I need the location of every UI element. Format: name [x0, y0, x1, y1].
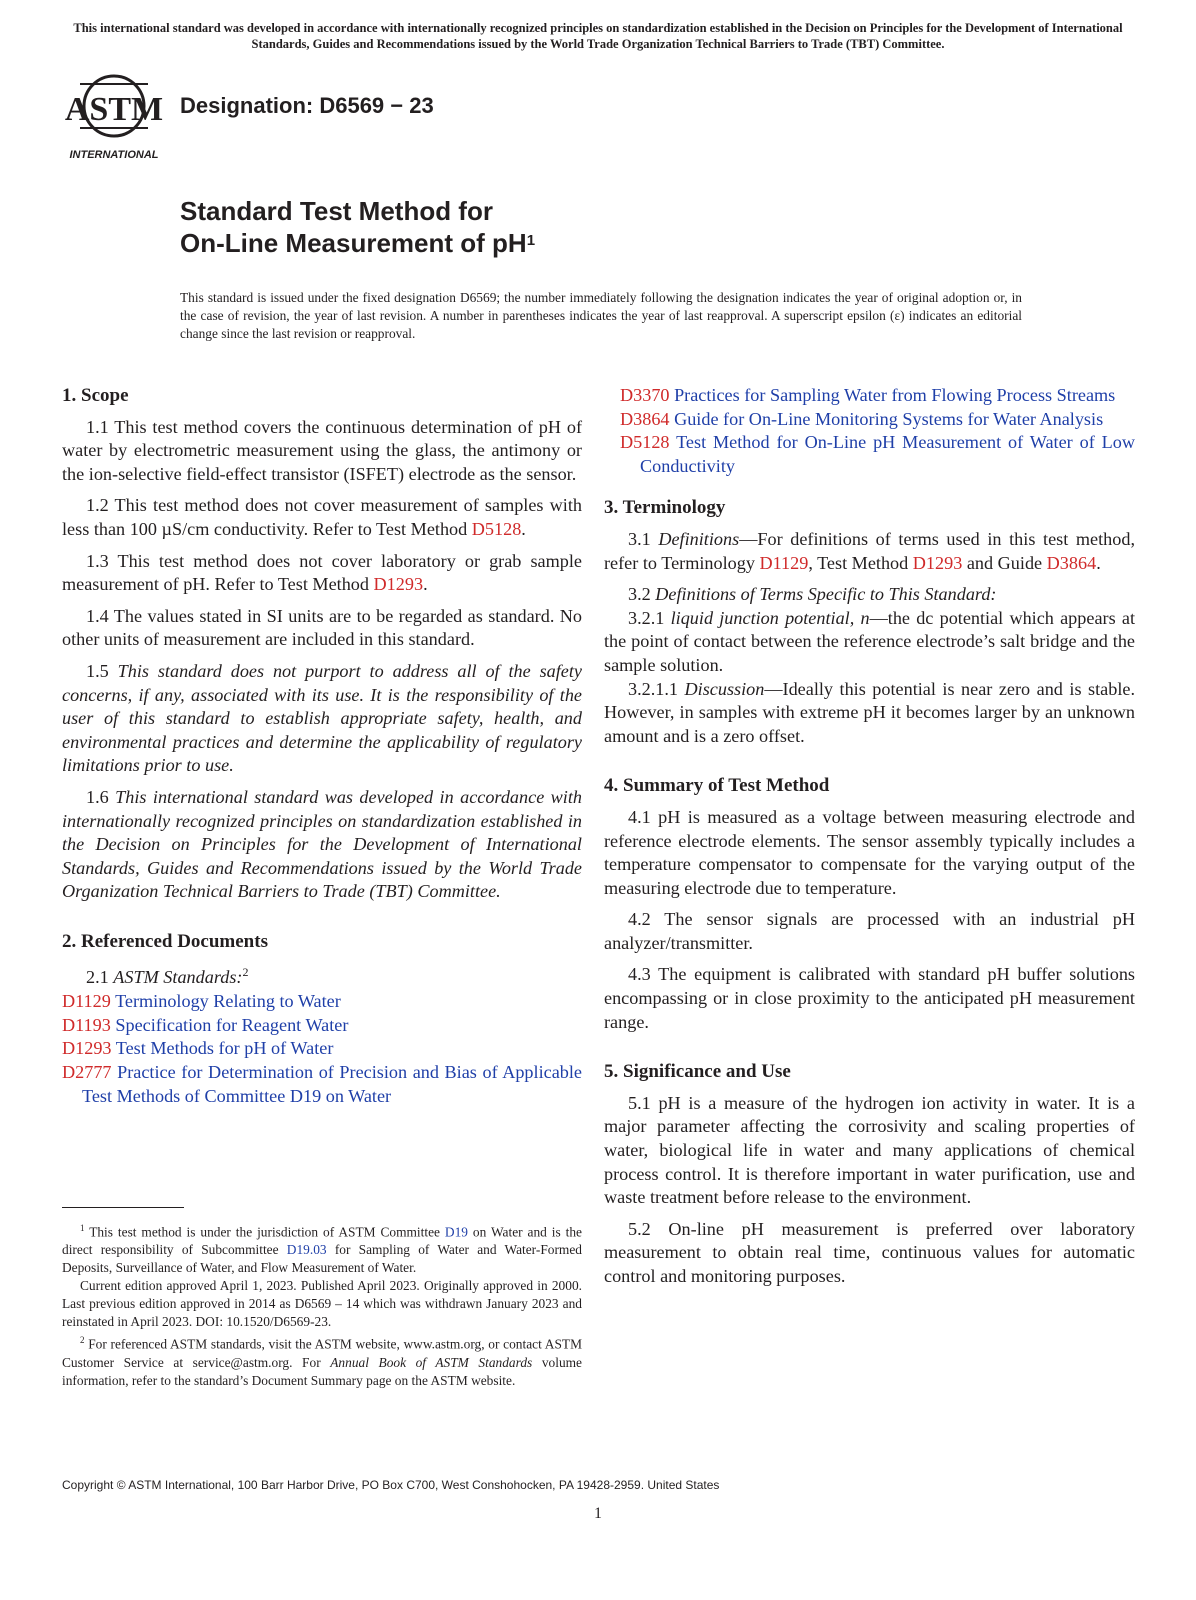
para-2-1: [62, 961, 582, 990]
ref-code[interactable]: D3370: [620, 385, 670, 405]
ref-item[interactable]: [620, 408, 1135, 432]
ref-code[interactable]: D1293: [62, 1038, 112, 1059]
para-3-1-term: Definitions: [658, 528, 740, 549]
ref-item[interactable]: [62, 1061, 582, 1108]
title-line-1: Standard Test Method for: [180, 196, 493, 226]
para-3-2-1-1-num: 3.2.1.1: [628, 678, 679, 699]
right-column: [604, 384, 1135, 1297]
para-3-1-text-a: —For definitions of terms used in this test method, refer to Terminology: [604, 528, 1135, 573]
para-1-6-text: This international standard was developed in accordance with internationally recognized principles on standardization established in the Decision on Principles for the Development of International Standards, Guides and Recommendations issued by the World Trade Organization Technical Barriers to Trade (TBT) Committee.: [62, 786, 583, 902]
footnote-2-text-a: For referenced ASTM standards, visit the ASTM website, www.astm.org, or contact ASTM Customer Service at service@astm.org. For: [62, 1336, 582, 1370]
ref-item[interactable]: [62, 1037, 582, 1061]
document-title: [180, 195, 535, 259]
para-3-2: [604, 583, 1135, 607]
ref-title[interactable]: Practices for Sampling Water from Flowing Process Streams: [674, 385, 1116, 405]
para-1-3-text: 1.3 This test method does not cover laboratory or grab sample measurement of pH. Refer to Test Method: [62, 550, 582, 595]
para-3-2-1-1-text: —Ideally this potential is near zero and is stable. However, in samples with extreme pH it becomes larger by an unknown amount and is a zero offset.: [604, 678, 1135, 746]
logo-subtext: INTERNATIONAL: [69, 149, 159, 161]
para-4-3: 4.3 The equipment is calibrated with standard pH buffer solutions encompassing or in close proximity to the anticipated pH measurement range.: [604, 964, 1135, 1032]
ref-code[interactable]: D1129: [62, 991, 111, 1012]
link-d1129[interactable]: D1129: [759, 552, 809, 573]
para-3-2-1-text: —the dc potential which appears at the point of contact between the reference electrode’s salt bridge and the sample solution.: [604, 607, 1135, 675]
para-3-2-1-1-term: Discussion: [684, 678, 765, 699]
para-1-6-num: 1.6: [86, 786, 109, 807]
para-3-1-text-c: and Guide: [962, 552, 1047, 573]
link-d1293[interactable]: D1293: [912, 552, 963, 573]
ref-title[interactable]: Terminology Relating to Water: [115, 991, 341, 1012]
footnote-2-text-b: volume information, refer to the standard’s Document Summary page on the ASTM website.: [62, 1354, 582, 1388]
para-2-1-title: ASTM Standards:: [113, 967, 243, 988]
para-3-2-title: Definitions of Terms Specific to This Standard:: [655, 584, 997, 605]
footnote-1-text-b: on Water and is the direct responsibility of Subcommittee: [62, 1224, 582, 1258]
link-d3864[interactable]: D3864: [1046, 552, 1097, 573]
ref-item[interactable]: [62, 990, 582, 1014]
para-3-2-1-num: 3.2.1: [628, 607, 665, 628]
footnote-edition: Current edition approved April 1, 2023. Published April 2023. Originally approved in 2000. Last previous edition approved in 2014 as D6569 – 14 which was withdrawn January 2023 and reinstated in April 2023. DOI: 10.1520/D6569-23.: [62, 1278, 582, 1330]
section-1-heading: 1. Scope: [62, 385, 129, 406]
section-4-heading: 4. Summary of Test Method: [604, 775, 830, 797]
logo-text: ASTM: [64, 91, 164, 128]
link-d19-03[interactable]: D19.03: [286, 1242, 327, 1258]
link-d1293[interactable]: D1293: [373, 574, 424, 595]
para-1-6: [62, 786, 582, 904]
para-1-5: [62, 660, 582, 778]
footnote-2-mark: 2: [80, 1335, 85, 1346]
ref-title[interactable]: Specification for Reagent Water: [115, 1014, 349, 1035]
para-1-4: 1.4 The values stated in SI units are to be regarded as standard. No other units of measurement are included in this standard.: [62, 605, 582, 650]
para-1-5-num: 1.5: [86, 660, 109, 681]
footnote-1-text-c: for Sampling of Water and Water-Formed Deposits, Surveillance of Water, and Flow Measurement of Water.: [62, 1242, 582, 1276]
para-5-1: 5.1 pH is a measure of the hydrogen ion activity in water. It is a major parameter affecting the corrosivity and scaling properties of water, biological life in water and many applications of chemical process control. It is therefore important in water purification, use and waste treatment before release to the environment.: [604, 1092, 1135, 1208]
footnote-2-italic: Annual Book of ASTM Standards: [330, 1354, 533, 1370]
ref-code[interactable]: D3864: [620, 408, 670, 429]
ref-title[interactable]: Test Methods for pH of Water: [115, 1038, 334, 1059]
para-3-2-1: [604, 607, 1135, 678]
footnote-1-text-a: This test method is under the jurisdiction of ASTM Committee: [89, 1224, 445, 1240]
section-3-heading: 3. Terminology: [604, 497, 726, 519]
ref-item[interactable]: [620, 431, 1135, 478]
ref-code[interactable]: D2777: [62, 1061, 112, 1082]
para-2-1-mark: 2: [242, 965, 249, 980]
para-1-2-text: 1.2 This test method does not cover measurement of samples with less than 100 µS/cm conductivity. Refer to Test Method: [62, 495, 582, 539]
para-1-3: 1.3 This test method does not cover laboratory or grab sample measurement of pH. Refer to Test Method D1293.: [62, 550, 582, 595]
footnote-2: [62, 1331, 582, 1389]
link-d19[interactable]: D19: [444, 1224, 468, 1240]
para-1-1: 1.1 This test method covers the continuous determination of pH of water by electrometric measurement using the glass, the antimony or the ion-selective field-effect transistor (ISFET) electrode as the sensor.: [62, 416, 582, 484]
section-5-heading: 5. Significance and Use: [604, 1061, 791, 1083]
ref-code[interactable]: D1193: [62, 1014, 111, 1035]
title-line-2: On-Line Measurement of pH: [180, 228, 527, 258]
para-3-1: [604, 528, 1135, 575]
para-4-1: 4.1 pH is measured as a voltage between measuring electrode and reference electrode elements. The sensor assembly typically includes a temperature compensator to compensate for the varying output of the measuring electrode due to temperature.: [604, 806, 1135, 898]
footnotes: [62, 1219, 582, 1390]
para-3-2-1-term: liquid junction potential, n: [670, 607, 870, 628]
issued-note: This standard is issued under the fixed designation D6569; the number immediately following the designation indicates the year of original adoption or, in the case of revision, the year of last revision. A number in parentheses indicates the year of last reapproval. A superscript epsilon (ε) indicates an editorial change since the last revision or reapproval.: [180, 290, 1022, 341]
ref-item[interactable]: [62, 1014, 582, 1038]
wto-notice: This international standard was developed in accordance with internationally recognized principles on standardization established in the Decision on Principles for the Development of International Standards, Guides and Recommendations issued by the World Trade Organization Technical Barriers to Trade (TBT) Committee.: [73, 21, 1123, 51]
ref-title[interactable]: Practice for Determination of Precision and Bias of Applicable Test Methods of Committee D19 on Water: [82, 1061, 582, 1106]
para-4-2: 4.2 The sensor signals are processed with an industrial pH analyzer/transmitter.: [604, 909, 1135, 953]
para-3-1-text-d: .: [1096, 552, 1101, 573]
footnote-rule: [62, 1207, 184, 1208]
title-footnote-mark: 1: [526, 232, 536, 249]
designation: Designation: D6569 − 23: [180, 93, 434, 118]
para-1-2: 1.2 This test method does not cover measurement of samples with less than 100 µS/cm conductivity. Refer to Test Method D5128.: [62, 495, 582, 539]
para-3-1-text-b: , Test Method: [808, 552, 913, 573]
section-2-heading: 2. Referenced Documents: [62, 930, 268, 952]
ref-title[interactable]: Test Method for On-Line pH Measurement of Water of Low Conductivity: [640, 432, 1135, 476]
para-5-2: 5.2 On-line pH measurement is preferred over laboratory measurement to obtain real time, continuous values for automatic control and monitoring purposes.: [604, 1218, 1135, 1286]
para-3-1-num: 3.1: [628, 528, 651, 549]
ref-item[interactable]: [620, 384, 1135, 408]
left-column: [62, 384, 582, 1108]
ref-code[interactable]: D5128: [620, 432, 670, 453]
para-3-2-num: 3.2: [628, 584, 651, 605]
para-2-1-num: 2.1: [86, 967, 109, 988]
astm-logo: [62, 70, 172, 166]
copyright: Copyright © ASTM International, 100 Barr Harbor Drive, PO Box C700, West Conshohocken, PA 19428-2959. United States: [62, 1478, 720, 1492]
footnote-1: [62, 1219, 582, 1277]
ref-title[interactable]: Guide for On-Line Monitoring Systems for Water Analysis: [674, 408, 1104, 429]
page-number: 1: [594, 1505, 602, 1522]
para-1-5-text: This standard does not purport to address all of the safety concerns, if any, associated with its use. It is the responsibility of the user of this standard to establish appropriate safety, health, and environmental practices and determine the applicability of regulatory limitations prior to use.: [62, 660, 582, 776]
footnote-1-mark: 1: [80, 1223, 85, 1233]
link-d5128[interactable]: D5128: [471, 518, 522, 539]
para-3-2-1-1: [604, 678, 1135, 749]
